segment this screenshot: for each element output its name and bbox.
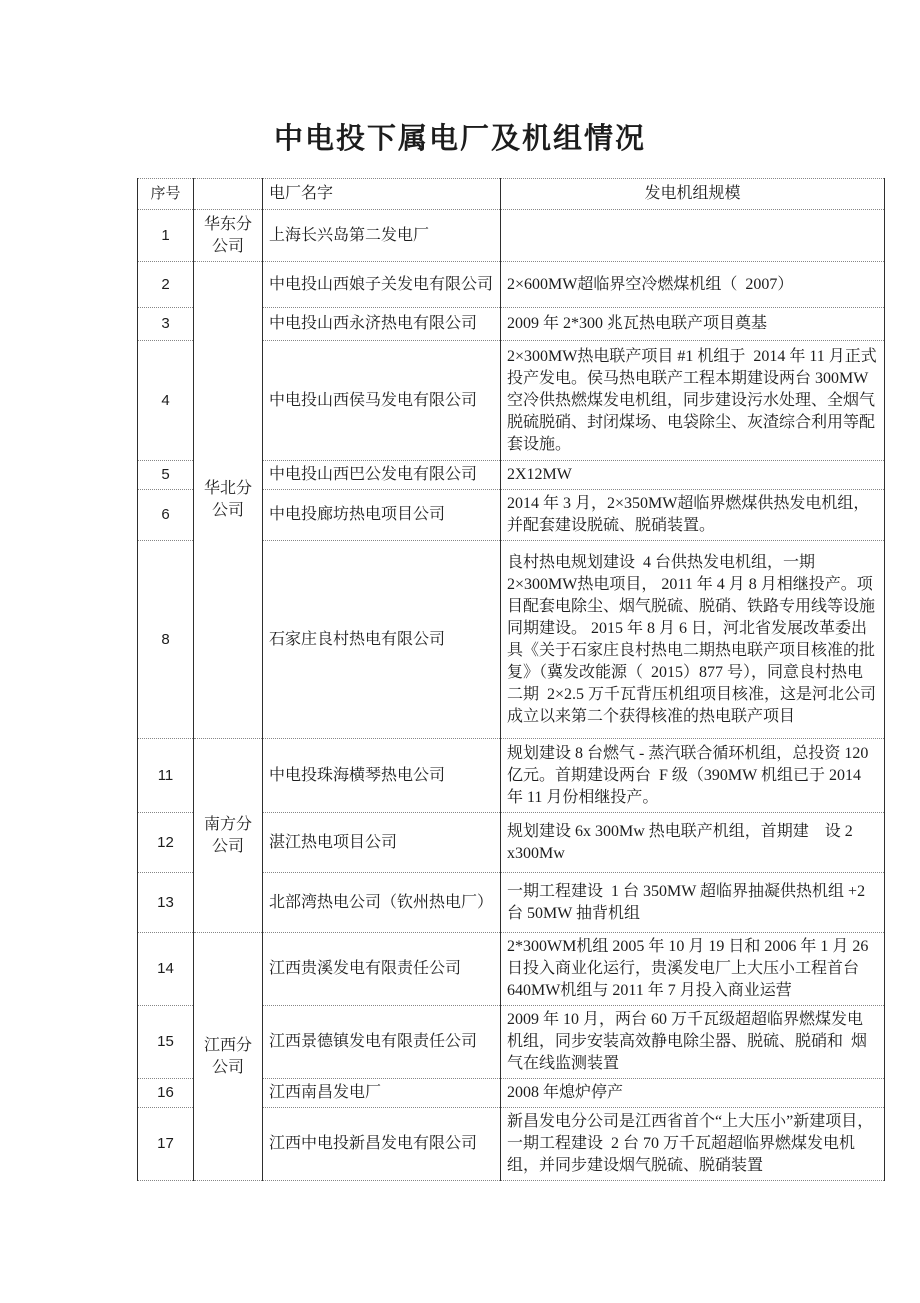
- cell-capacity: 2×300MW热电联产项目 #1 机组于 2014 年 11 月正式投产发电。侯马热电联产工程本期建设两台 300MW空冷供热燃煤发电机组，同步建设污水处理、全烟气脱硫脱硝、封闭煤场、电袋除尘、灰渣综合利用等配套设施。: [501, 341, 885, 461]
- cell-row-number: 4: [138, 341, 194, 461]
- cell-division: 南方分公司: [194, 739, 263, 933]
- cell-capacity: [501, 210, 885, 262]
- cell-plant-name: 中电投山西侯马发电有限公司: [263, 341, 501, 461]
- cell-capacity: 2X12MW: [501, 461, 885, 490]
- cell-capacity: 新昌发电分公司是江西省首个“上大压小”新建项目，一期工程建设 2 台 70 万千瓦超超临界燃煤发电机组，并同步建设烟气脱硫、脱硝装置: [501, 1108, 885, 1181]
- cell-plant-name: 江西景德镇发电有限责任公司: [263, 1006, 501, 1079]
- cell-row-number: 2: [138, 262, 194, 308]
- table-body: [138, 210, 885, 1181]
- page-title: 中电投下属电厂及机组情况: [273, 123, 646, 155]
- cell-capacity: 2009 年 2*300 兆瓦热电联产项目奠基: [501, 308, 885, 341]
- column-header-plant: 电厂名字: [263, 179, 501, 210]
- table-row: [138, 262, 885, 308]
- cell-division: 华北分公司: [194, 262, 263, 739]
- column-header-no: 序号: [138, 179, 194, 210]
- cell-row-number: 15: [138, 1006, 194, 1079]
- cell-plant-name: 湛江热电项目公司: [263, 813, 501, 873]
- table-row: [138, 210, 885, 262]
- power-plants-table: [137, 178, 885, 1181]
- cell-plant-name: 北部湾热电公司（钦州热电厂）: [263, 873, 501, 933]
- cell-row-number: 3: [138, 308, 194, 341]
- cell-row-number: 11: [138, 739, 194, 813]
- cell-row-number: 8: [138, 541, 194, 739]
- table-row: [138, 739, 885, 813]
- cell-capacity: 2008 年熄炉停产: [501, 1079, 885, 1108]
- cell-row-number: 17: [138, 1108, 194, 1181]
- cell-plant-name: 江西中电投新昌发电有限公司: [263, 1108, 501, 1181]
- cell-plant-name: 中电投山西巴公发电有限公司: [263, 461, 501, 490]
- cell-division: 华东分公司: [194, 210, 263, 262]
- cell-plant-name: 中电投珠海横琴热电公司: [263, 739, 501, 813]
- cell-row-number: 16: [138, 1079, 194, 1108]
- cell-row-number: 14: [138, 933, 194, 1006]
- cell-capacity: 2*300WM机组 2005 年 10 月 19 日和 2006 年 1 月 26 日投入商业化运行，贵溪发电厂上大压小工程首台 640MW机组与 2011 年 7 月投入商业运营: [501, 933, 885, 1006]
- cell-plant-name: 中电投山西永济热电有限公司: [263, 308, 501, 341]
- cell-plant-name: 江西南昌发电厂: [263, 1079, 501, 1108]
- cell-plant-name: 江西贵溪发电有限责任公司: [263, 933, 501, 1006]
- cell-capacity: 2009 年 10 月，两台 60 万千瓦级超超临界燃煤发电机组，同步安装高效静电除尘器、脱硫、脱硝和 烟气在线监测装置: [501, 1006, 885, 1079]
- cell-capacity: 2×600MW超临界空冷燃煤机组（ 2007）: [501, 262, 885, 308]
- cell-division: 江西分公司: [194, 933, 263, 1181]
- cell-capacity: 规划建设 8 台燃气 - 蒸汽联合循环机组，总投资 120 亿元。首期建设两台 F 级（390MW 机组已于 2014 年 11 月份相继投产。: [501, 739, 885, 813]
- cell-capacity: 规划建设 6x 300Mw 热电联产机组，首期建 设 2 x300Mw: [501, 813, 885, 873]
- cell-capacity: 2014 年 3 月，2×350MW超临界燃煤供热发电机组，并配套建设脱硫、脱硝装置。: [501, 490, 885, 541]
- cell-capacity: 一期工程建设 1 台 350MW 超临界抽凝供热机组 +2 台 50MW 抽背机组: [501, 873, 885, 933]
- cell-plant-name: 中电投山西娘子关发电有限公司: [263, 262, 501, 308]
- header-row: [138, 179, 885, 210]
- cell-row-number: 12: [138, 813, 194, 873]
- cell-plant-name: 上海长兴岛第二发电厂: [263, 210, 501, 262]
- column-header-capacity: 发电机组规模: [501, 179, 885, 210]
- cell-row-number: 13: [138, 873, 194, 933]
- table-row: [138, 933, 885, 1006]
- cell-capacity: 良村热电规划建设 4 台供热发电机组，一期 2×300MW热电项目， 2011 年 4 月 8 月相继投产。项目配套电除尘、烟气脱硫、脱硝、铁路专用线等设施同期建设。 2015 年 8 月 6 日，河北省发展改革委出具《关于石家庄良村热电二期热电联产项目核准的批复》（冀发改能源（ 2015）877 号），同意良村热电二期 2×2.5 万千瓦背压机组项目核准，这是河北公司成立以来第二个获得核准的热电联产项目: [501, 541, 885, 739]
- column-header-division: [194, 179, 263, 210]
- cell-row-number: 6: [138, 490, 194, 541]
- cell-row-number: 1: [138, 210, 194, 262]
- cell-plant-name: 石家庄良村热电有限公司: [263, 541, 501, 739]
- cell-plant-name: 中电投廊坊热电项目公司: [263, 490, 501, 541]
- table-header: [138, 179, 885, 210]
- cell-row-number: 5: [138, 461, 194, 490]
